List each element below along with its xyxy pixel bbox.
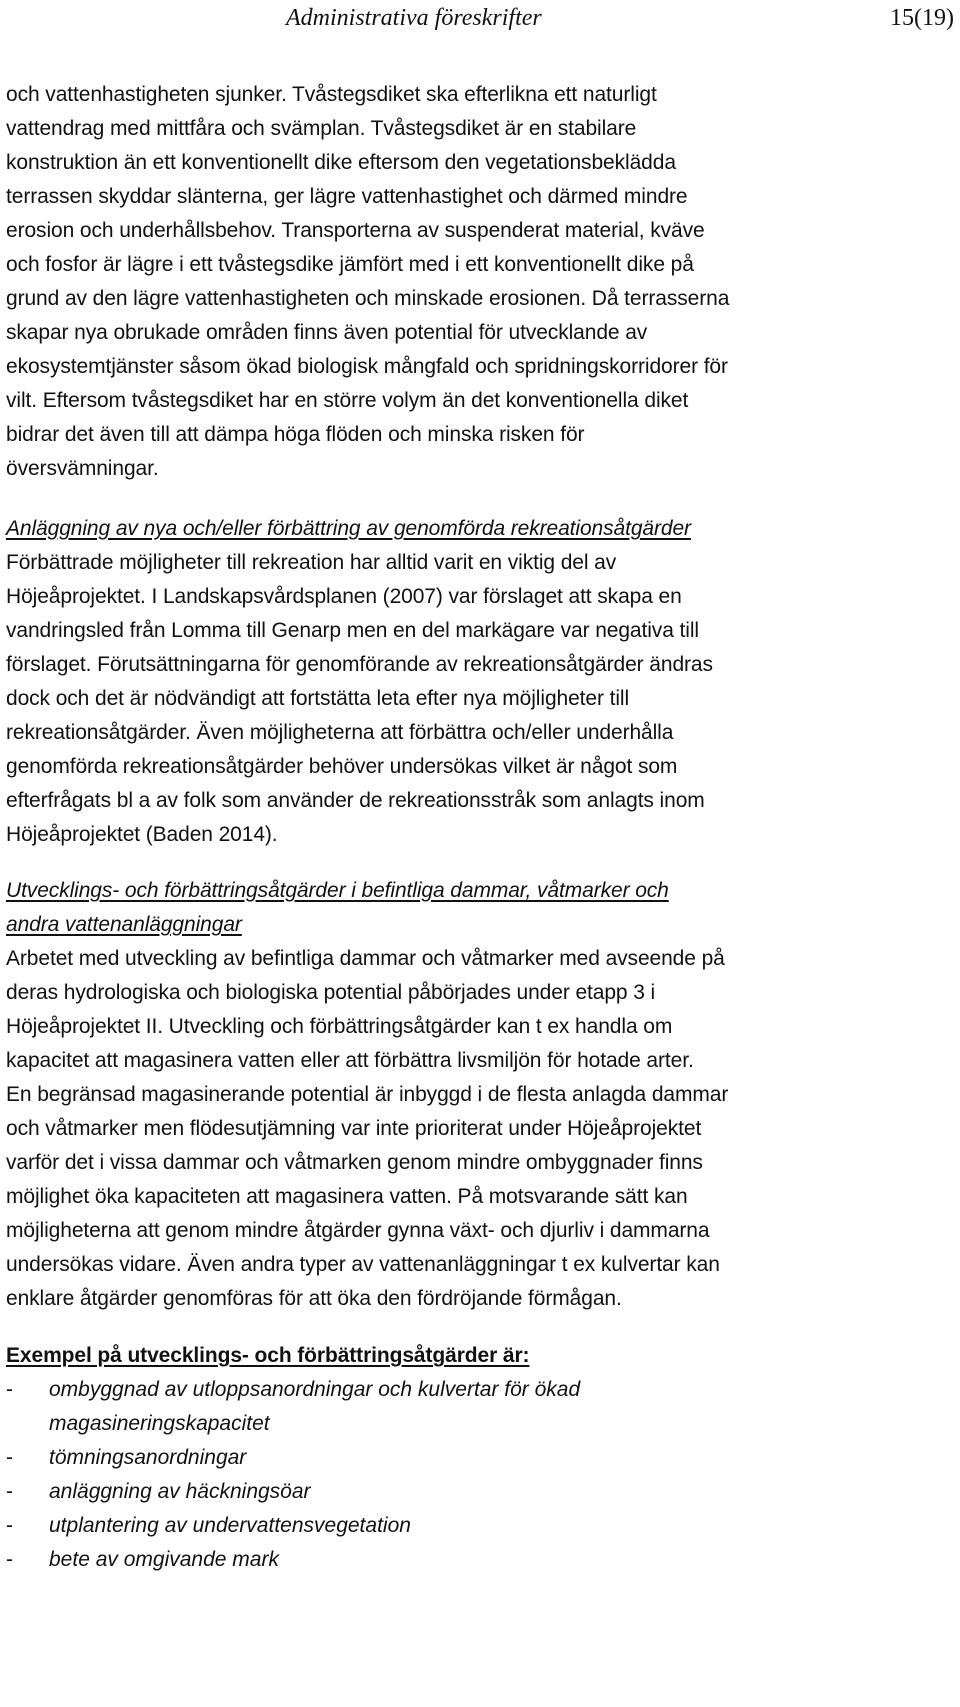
text-line: förslaget. Förutsättningarna för genomförande av rekreationsåtgärder ändras xyxy=(6,653,713,676)
text-line: Arbetet med utveckling av befintliga dammar och våtmarker med avseende på xyxy=(6,947,725,970)
list-item-text: bete av omgivande mark xyxy=(49,1548,279,1571)
list-dash: - xyxy=(6,1378,13,1401)
text-line: möjligheterna att genom mindre åtgärder gynna växt- och djurliv i dammarna xyxy=(6,1219,710,1242)
examples-list xyxy=(6,1373,946,1577)
list-item xyxy=(6,1475,946,1509)
list-dash: - xyxy=(6,1480,13,1503)
text-line: erosion och underhållsbehov. Transporterna av suspenderat material, kväve xyxy=(6,219,705,242)
section-heading: Utvecklings- och förbättringsåtgärder i befintliga dammar, våtmarker och xyxy=(6,879,669,902)
text-line: kapacitet att magasinera vatten eller att förbättra livsmiljön för hotade arter. xyxy=(6,1049,694,1072)
document-title: Administrativa föreskrifter xyxy=(286,5,542,31)
list-item-text: ombyggnad av utloppsanordningar och kulvertar för ökad xyxy=(49,1378,581,1401)
list-dash: - xyxy=(6,1548,13,1571)
text-line: vandringsled från Lomma till Genarp men en del markägare var negativa till xyxy=(6,619,699,642)
text-line: grund av den lägre vattenhastigheten och minskade erosionen. Då terrasserna xyxy=(6,287,730,310)
list-item-text: magasineringskapacitet xyxy=(49,1412,270,1435)
list-item xyxy=(6,1373,946,1441)
list-item xyxy=(6,1441,946,1475)
text-line: och våtmarker men flödesutjämning var inte prioriterat under Höjeåprojektet xyxy=(6,1117,702,1140)
text-line: Höjeåprojektet (Baden 2014). xyxy=(6,823,278,846)
text-line: En begränsad magasinerande potential är inbyggd i de flesta anlagda dammar xyxy=(6,1083,729,1106)
list-item-text: tömningsanordningar xyxy=(49,1446,247,1469)
text-line: översvämningar. xyxy=(6,457,159,480)
text-line: efterfrågats bl a av folk som använder de rekreationsstråk som anlagts inom xyxy=(6,789,705,812)
list-dash: - xyxy=(6,1514,13,1537)
recreation-section xyxy=(6,512,946,852)
text-line: Höjeåprojektet II. Utveckling och förbättringsåtgärder kan t ex handla om xyxy=(6,1015,673,1038)
text-line: varför det i vissa dammar och våtmarken genom mindre ombyggnader finns xyxy=(6,1151,703,1174)
section-heading: andra vattenanläggningar xyxy=(6,913,242,936)
list-item-text: anläggning av häckningsöar xyxy=(49,1480,311,1503)
text-line: vilt. Eftersom tvåstegsdiket har en större volym än det konventionella diket xyxy=(6,389,689,412)
text-line: skapar nya obrukade områden finns även potential för utvecklande av xyxy=(6,321,648,344)
examples-heading: Exempel på utvecklings- och förbättringsåtgärder är: xyxy=(6,1344,530,1367)
text-line: ekosystemtjänster såsom ökad biologisk mångfald och spridningskorridorer för xyxy=(6,355,728,378)
text-line: vattendrag med mittfåra och svämplan. Tvåstegsdiket är en stabilare xyxy=(6,117,637,140)
list-item xyxy=(6,1509,946,1543)
text-line: Höjeåprojektet. I Landskapsvårdsplanen (2007) var förslaget att skapa en xyxy=(6,585,682,608)
examples-heading-block xyxy=(6,1339,946,1373)
list-dash: - xyxy=(6,1446,13,1469)
text-line: deras hydrologiska och biologiska potential påbörjades under etapp 3 i xyxy=(6,981,656,1004)
intro-paragraph xyxy=(6,78,946,486)
text-line: bidrar det även till att dämpa höga flöden och minska risken för xyxy=(6,423,585,446)
text-line: terrassen skyddar slänterna, ger lägre vattenhastighet och därmed mindre xyxy=(6,185,688,208)
page-header xyxy=(0,0,960,36)
text-line: möjlighet öka kapaciteten att magasinera vatten. På motsvarande sätt kan xyxy=(6,1185,688,1208)
improvement-section xyxy=(6,874,946,1316)
text-line: rekreationsåtgärder. Även möjligheterna att förbättra och/eller underhålla xyxy=(6,721,674,744)
text-line: och vattenhastigheten sjunker. Tvåstegsdiket ska efterlikna ett naturligt xyxy=(6,83,657,106)
list-item-text: utplantering av undervattensvegetation xyxy=(49,1514,411,1537)
list-item xyxy=(6,1543,946,1577)
text-line: undersökas vidare. Även andra typer av vattenanläggningar t ex kulvertar kan xyxy=(6,1253,720,1276)
text-line: genomförda rekreationsåtgärder behöver undersökas vilket är något som xyxy=(6,755,678,778)
text-line: enklare åtgärder genomföras för att öka den fördröjande förmågan. xyxy=(6,1287,622,1310)
text-line: dock och det är nödvändigt att fortstätta leta efter nya möjligheter till xyxy=(6,687,630,710)
text-line: och fosfor är lägre i ett tvåstegsdike jämfört med i ett konventionellt dike på xyxy=(6,253,694,276)
text-line: konstruktion än ett konventionellt dike eftersom den vegetationsbeklädda xyxy=(6,151,676,174)
page-number: 15(19) xyxy=(890,5,954,31)
text-line: Förbättrade möjligheter till rekreation har alltid varit en viktig del av xyxy=(6,551,617,574)
section-heading: Anläggning av nya och/eller förbättring av genomförda rekreationsåtgärder xyxy=(6,517,691,540)
